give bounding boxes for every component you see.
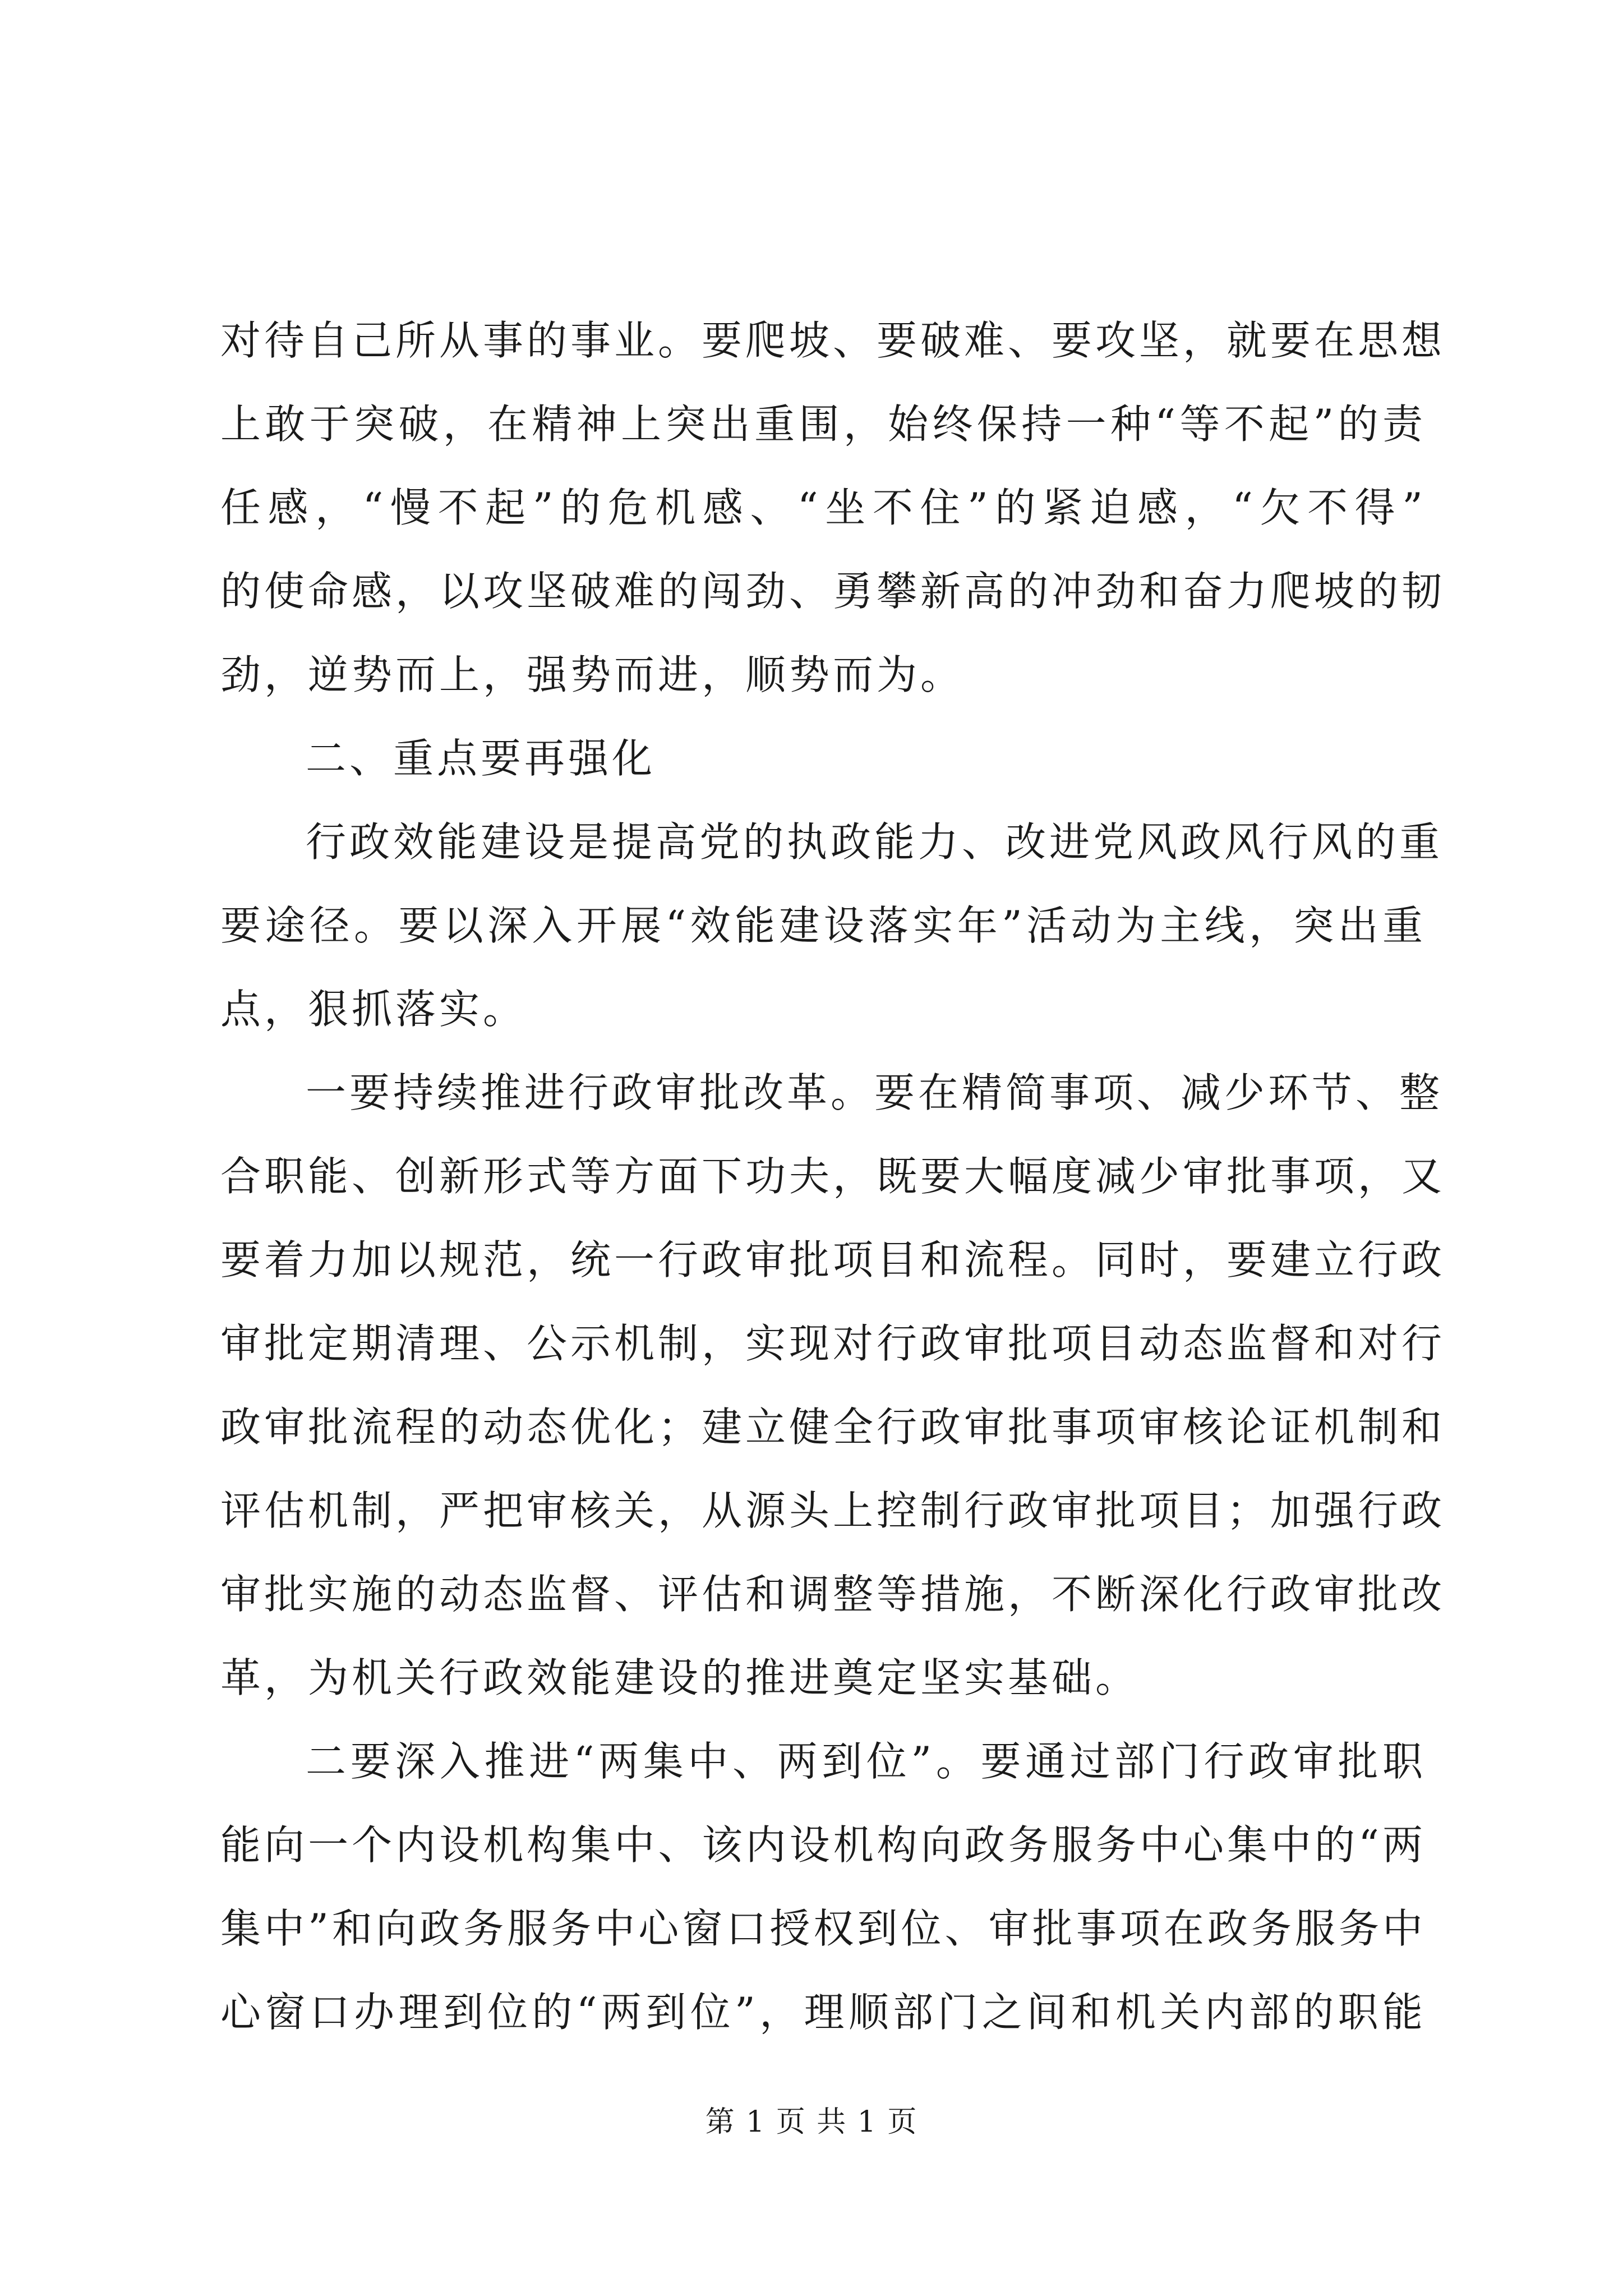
text-line: 合职能、创新形式等方面下功夫，既要大幅度减少审批事项，又: [220, 1153, 1446, 1200]
text-line: 审批实施的动态监督、评估和调整等措施，不断深化行政审批改: [220, 1571, 1446, 1618]
paragraph-first-line: 一要持续推进行政审批改革。要在精简事项、减少环节、整: [306, 1069, 1444, 1116]
text-line: 要着力加以规范，统一行政审批项目和流程。同时，要建立行政: [220, 1236, 1446, 1283]
paragraph-first-line: 二要深入推进“两集中、两到位”。要通过部门行政审批职: [306, 1738, 1426, 1785]
text-line: 心窗口办理到位的“两到位”，理顺部门之间和机关内部的职能: [220, 1989, 1426, 2036]
text-line: 评估机制，严把审核关，从源头上控制行政审批项目；加强行政: [220, 1487, 1446, 1534]
text-line: 革，为机关行政效能建设的推进奠定坚实基础。: [220, 1654, 1140, 1701]
text-line: 审批定期清理、公示机制，实现对行政审批项目动态监督和对行: [220, 1320, 1446, 1367]
paragraph-first-line: 行政效能建设是提高党的执政能力、改进党风政风行风的重: [306, 818, 1444, 866]
text-line: 劲，逆势而上，强势而进，顺势而为。: [220, 651, 965, 698]
text-line: 对待自己所从事的事业。要爬坡、要破难、要攻坚，就要在思想: [220, 317, 1446, 364]
text-line: 点，狠抓落实。: [220, 986, 527, 1033]
text-line: 政审批流程的动态优化；建立健全行政审批事项审核论证机制和: [220, 1404, 1446, 1451]
section-heading: 二、重点要再强化: [306, 735, 656, 782]
page-footer: 第 1 页 共 1 页: [705, 2105, 918, 2139]
text-line: 能向一个内设机构集中、该内设机构向政务服务中心集中的“两: [220, 1821, 1426, 1869]
text-line: 集中”和向政务服务中心窗口授权到位、审批事项在政务服务中: [220, 1905, 1426, 1952]
document-body: [220, 299, 1446, 2054]
text-line: 上敢于突破，在精神上突出重围，始终保持一种“等不起”的责: [220, 401, 1426, 448]
text-line: 的使命感，以攻坚破难的闯劲、勇攀新高的冲劲和奋力爬坡的韧: [220, 568, 1446, 615]
text-line: 要途径。要以深入开展“效能建设落实年”活动为主线，突出重: [220, 902, 1426, 949]
text-line: 任感，“慢不起”的危机感、“坐不住”的紧迫感，“欠不得”: [220, 484, 1426, 531]
